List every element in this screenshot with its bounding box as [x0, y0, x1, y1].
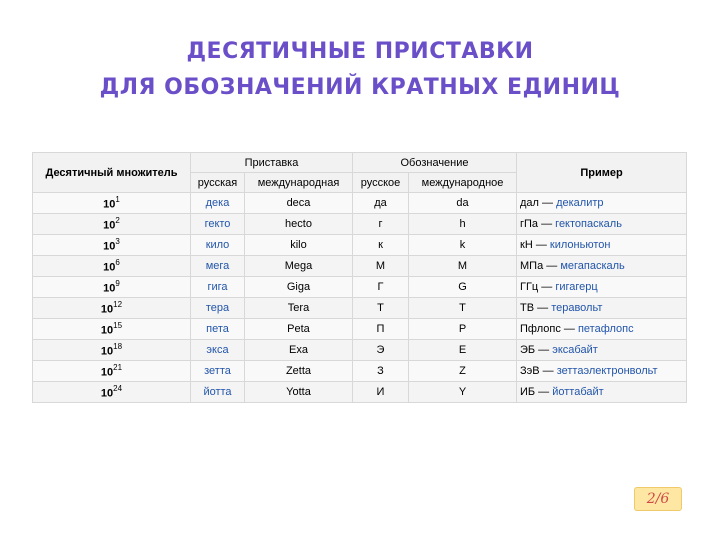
header-desig-int: международное — [409, 173, 517, 193]
table-row — [33, 319, 687, 340]
example-unit-link[interactable]: декалитр — [556, 197, 604, 209]
multiplier-cell — [33, 277, 191, 298]
multiplier-exponent: 24 — [113, 383, 123, 393]
multiplier-cell — [33, 361, 191, 382]
table-row — [33, 193, 687, 214]
example-unit-link[interactable]: петафлопс — [577, 323, 634, 335]
example-separator: — — [543, 260, 561, 272]
multiplier-cell — [33, 340, 191, 361]
symbol-ru-cell: к — [353, 235, 409, 256]
prefix-int-cell: Tera — [245, 298, 353, 319]
example-unit-link[interactable]: эксабайт — [552, 344, 598, 356]
multiplier-exponent: 3 — [115, 236, 120, 246]
example-unit: ИБ — [520, 386, 536, 398]
title-line-2: ДЛЯ ОБОЗНАЧЕНИЙ КРАТНЫХ ЕДИНИЦ — [99, 75, 621, 100]
multiplier-cell — [33, 319, 191, 340]
multiplier-base: 10 — [100, 345, 114, 358]
symbol-int-cell: G — [409, 277, 517, 298]
table-row — [33, 382, 687, 403]
symbol-int-cell: Z — [409, 361, 517, 382]
prefix-ru-link[interactable]: пета — [191, 319, 245, 340]
example-separator: — — [560, 323, 578, 335]
example-unit: МПа — [520, 260, 544, 272]
prefix-ru-link[interactable]: йотта — [191, 382, 245, 403]
header-prefix-ru: русская — [191, 173, 245, 193]
example-cell — [517, 256, 687, 277]
header-multiplier: Десятичный множитель — [33, 153, 191, 193]
prefix-int-cell: Yotta — [245, 382, 353, 403]
title-line-1: ДЕСЯТИЧНЫЕ ПРИСТАВКИ — [186, 39, 534, 64]
prefix-ru-link[interactable]: тера — [191, 298, 245, 319]
table-row — [33, 298, 687, 319]
multiplier-cell — [33, 298, 191, 319]
example-unit: ГГц — [520, 281, 539, 293]
header-prefix-int: международная — [245, 173, 353, 193]
prefix-ru-link[interactable]: мега — [191, 256, 245, 277]
multiplier-base: 10 — [100, 303, 114, 316]
example-separator: — — [538, 218, 556, 230]
example-separator: — — [535, 386, 553, 398]
multiplier-cell — [33, 193, 191, 214]
prefix-ru-link[interactable]: гекто — [191, 214, 245, 235]
table-row — [33, 214, 687, 235]
multiplier-base: 10 — [100, 366, 114, 379]
table-row — [33, 235, 687, 256]
multiplier-exponent: 15 — [113, 320, 123, 330]
example-unit: ЭБ — [520, 344, 536, 356]
symbol-int-cell: Y — [409, 382, 517, 403]
symbol-ru-cell: Э — [353, 340, 409, 361]
example-unit: ЗэВ — [520, 365, 540, 377]
slide-title — [0, 34, 720, 106]
example-separator: — — [535, 344, 553, 356]
symbol-int-cell: k — [409, 235, 517, 256]
example-unit: гПа — [520, 218, 539, 230]
example-cell — [517, 361, 687, 382]
symbol-ru-cell: И — [353, 382, 409, 403]
multiplier-cell — [33, 256, 191, 277]
multiplier-base: 10 — [103, 240, 116, 253]
example-cell — [517, 214, 687, 235]
prefix-int-cell: Zetta — [245, 361, 353, 382]
example-cell — [517, 382, 687, 403]
prefix-ru-link[interactable]: зетта — [191, 361, 245, 382]
multiplier-cell — [33, 382, 191, 403]
prefix-int-cell: Exa — [245, 340, 353, 361]
table-row — [33, 256, 687, 277]
symbol-int-cell: E — [409, 340, 517, 361]
prefix-int-cell: Mega — [245, 256, 353, 277]
symbol-int-cell: M — [409, 256, 517, 277]
symbol-int-cell: da — [409, 193, 517, 214]
example-unit-link[interactable]: теравольт — [551, 302, 603, 314]
prefix-ru-link[interactable]: дека — [191, 193, 245, 214]
multiplier-exponent: 1 — [115, 194, 120, 204]
multiplier-cell — [33, 214, 191, 235]
header-desig-ru: русское — [353, 173, 409, 193]
example-separator: — — [538, 281, 556, 293]
example-unit-link[interactable]: гигагерц — [555, 281, 598, 293]
example-unit-link[interactable]: килоньютон — [549, 239, 611, 251]
symbol-ru-cell: г — [353, 214, 409, 235]
example-cell — [517, 235, 687, 256]
example-cell — [517, 193, 687, 214]
multiplier-exponent: 18 — [113, 341, 123, 351]
symbol-ru-cell: да — [353, 193, 409, 214]
multiplier-cell — [33, 235, 191, 256]
symbol-ru-cell: Т — [353, 298, 409, 319]
prefix-table — [32, 152, 687, 403]
example-unit: кН — [520, 239, 533, 251]
symbol-ru-cell: П — [353, 319, 409, 340]
multiplier-exponent: 6 — [115, 257, 120, 267]
symbol-int-cell: T — [409, 298, 517, 319]
multiplier-base: 10 — [103, 282, 116, 295]
prefix-ru-link[interactable]: кило — [191, 235, 245, 256]
example-cell — [517, 340, 687, 361]
prefix-int-cell: Peta — [245, 319, 353, 340]
symbol-int-cell: h — [409, 214, 517, 235]
prefix-int-cell: Giga — [245, 277, 353, 298]
symbol-ru-cell: Г — [353, 277, 409, 298]
prefix-ru-link[interactable]: экса — [191, 340, 245, 361]
multiplier-base: 10 — [103, 261, 116, 274]
example-cell — [517, 319, 687, 340]
multiplier-exponent: 21 — [113, 362, 123, 372]
example-separator: — — [539, 365, 557, 377]
example-unit-link[interactable]: йоттабайт — [552, 386, 604, 398]
table-row — [33, 361, 687, 382]
prefix-ru-link[interactable]: гига — [191, 277, 245, 298]
multiplier-exponent: 12 — [113, 299, 123, 309]
multiplier-exponent: 2 — [115, 215, 120, 225]
symbol-ru-cell: М — [353, 256, 409, 277]
example-unit: дал — [520, 197, 539, 209]
header-prefix: Приставка — [191, 153, 353, 173]
example-unit-link[interactable]: мегапаскаль — [560, 260, 625, 272]
prefix-int-cell: deca — [245, 193, 353, 214]
page-number-badge: 2/6 — [634, 487, 682, 511]
example-unit: ТВ — [520, 302, 535, 314]
multiplier-base: 10 — [103, 219, 116, 232]
example-cell — [517, 277, 687, 298]
example-cell — [517, 298, 687, 319]
header-designation: Обозначение — [353, 153, 517, 173]
example-unit-link[interactable]: гектопаскаль — [555, 218, 622, 230]
multiplier-base: 10 — [100, 324, 114, 337]
example-separator: — — [534, 302, 552, 314]
example-separator: — — [532, 239, 550, 251]
symbol-int-cell: P — [409, 319, 517, 340]
prefix-int-cell: kilo — [245, 235, 353, 256]
example-unit-link[interactable]: зеттаэлектронвольт — [556, 365, 658, 377]
table-row — [33, 277, 687, 298]
example-unit: Пфлопс — [520, 323, 561, 335]
symbol-ru-cell: З — [353, 361, 409, 382]
multiplier-base: 10 — [103, 198, 116, 211]
multiplier-base: 10 — [100, 387, 114, 400]
header-example: Пример — [517, 153, 687, 193]
multiplier-exponent: 9 — [115, 278, 120, 288]
table-row — [33, 340, 687, 361]
example-separator: — — [538, 197, 557, 209]
prefix-int-cell: hecto — [245, 214, 353, 235]
